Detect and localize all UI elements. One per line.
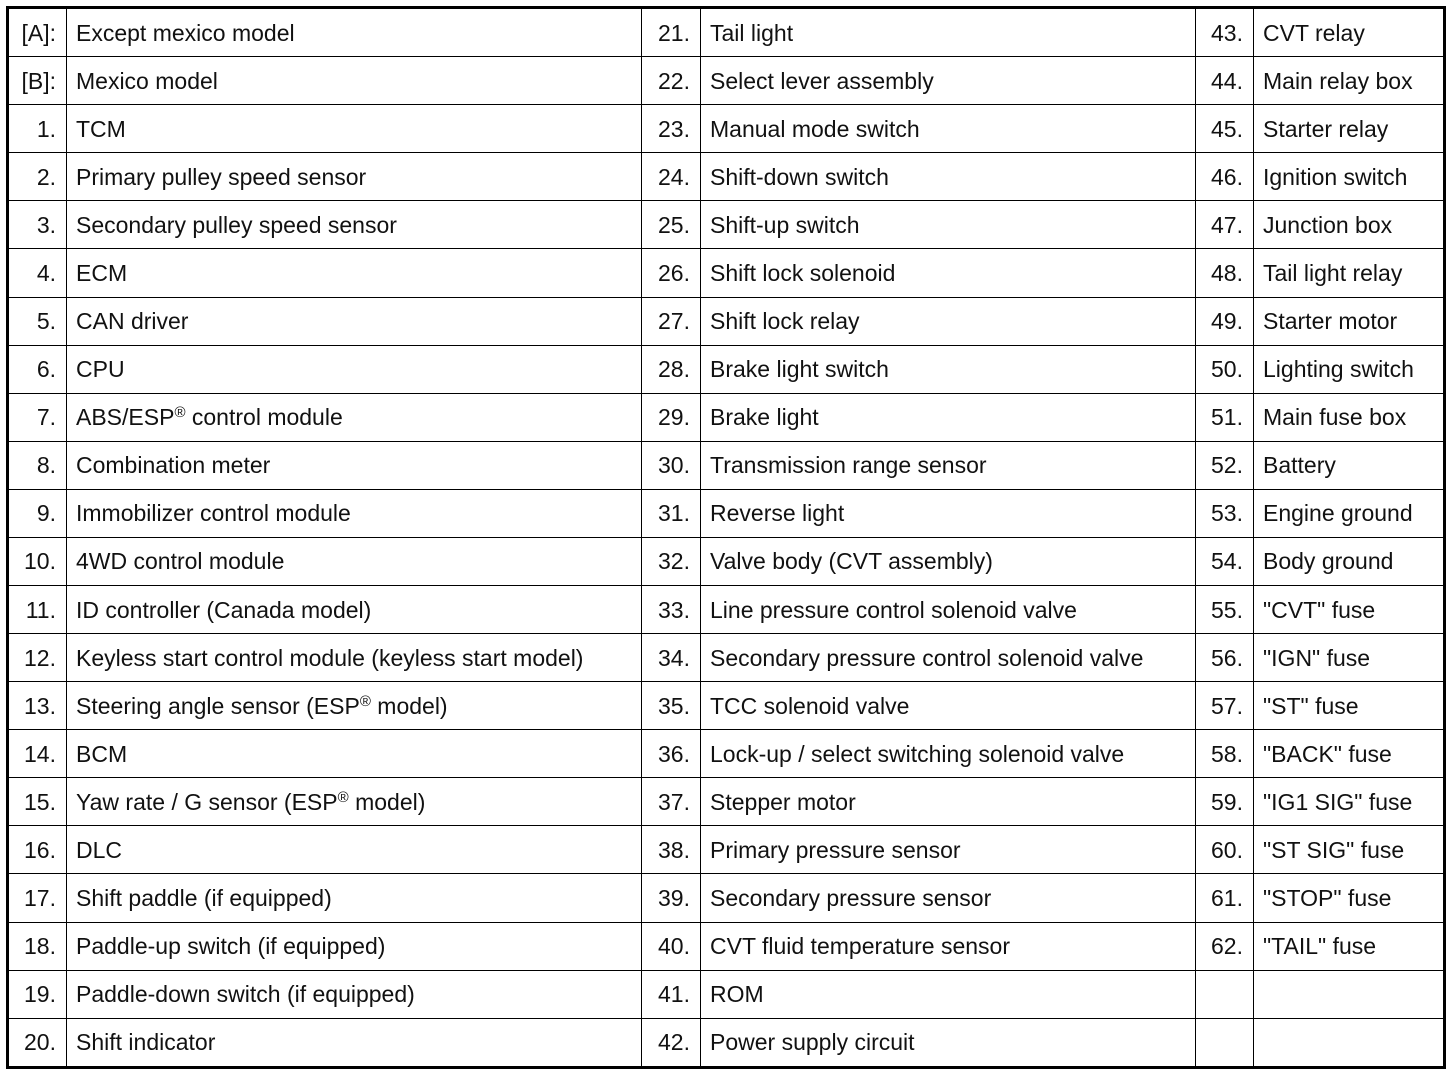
legend-item-number: 51. — [1196, 393, 1254, 441]
empty-cell — [1196, 1018, 1254, 1067]
legend-item-label: Starter relay — [1254, 105, 1445, 153]
legend-item-label: Tail light relay — [1254, 249, 1445, 297]
legend-item-label: Primary pressure sensor — [701, 826, 1196, 874]
legend-item-label: Keyless start control module (keyless start model) — [67, 634, 642, 682]
legend-item-label: "ST" fuse — [1254, 682, 1445, 730]
legend-row — [8, 826, 1445, 874]
legend-item-label: "STOP" fuse — [1254, 874, 1445, 922]
legend-item-number: 54. — [1196, 537, 1254, 585]
legend-item-label — [67, 778, 642, 826]
legend-item-number: 36. — [642, 730, 701, 778]
legend-row — [8, 153, 1445, 201]
legend-item-label: Battery — [1254, 441, 1445, 489]
legend-item-label: "BACK" fuse — [1254, 730, 1445, 778]
legend-item-number: 18. — [8, 922, 67, 970]
legend-item-label: Shift lock solenoid — [701, 249, 1196, 297]
registered-mark: ® — [337, 788, 349, 806]
legend-item-label: Shift indicator — [67, 1018, 642, 1067]
component-legend-table — [6, 6, 1446, 1069]
legend-item-label: Brake light — [701, 393, 1196, 441]
legend-item-label: CAN driver — [67, 297, 642, 345]
legend-row — [8, 249, 1445, 297]
legend-item-number: 59. — [1196, 778, 1254, 826]
legend-item-number: 27. — [642, 297, 701, 345]
legend-item-number: 41. — [642, 970, 701, 1018]
legend-item-label: Manual mode switch — [701, 105, 1196, 153]
legend-item-number: 53. — [1196, 489, 1254, 537]
legend-item-number: 15. — [8, 778, 67, 826]
legend-item-label: ID controller (Canada model) — [67, 585, 642, 633]
legend-item-number: 16. — [8, 826, 67, 874]
legend-row — [8, 393, 1445, 441]
empty-cell — [1196, 970, 1254, 1018]
legend-item-label: "TAIL" fuse — [1254, 922, 1445, 970]
legend-item-label: Junction box — [1254, 201, 1445, 249]
legend-item-number: 57. — [1196, 682, 1254, 730]
legend-item-number: 20. — [8, 1018, 67, 1067]
legend-row — [8, 201, 1445, 249]
legend-item-label: ROM — [701, 970, 1196, 1018]
registered-mark: ® — [174, 404, 186, 422]
legend-item-number: 10. — [8, 537, 67, 585]
legend-item-number: 12. — [8, 634, 67, 682]
legend-item-number: 1. — [8, 105, 67, 153]
legend-item-number: 26. — [642, 249, 701, 297]
legend-item-number: 46. — [1196, 153, 1254, 201]
legend-item-number: 24. — [642, 153, 701, 201]
legend-item-number: 8. — [8, 441, 67, 489]
legend-item-label: ECM — [67, 249, 642, 297]
legend-item-number: 44. — [1196, 57, 1254, 105]
legend-item-label: Lighting switch — [1254, 345, 1445, 393]
legend-item-label — [67, 682, 642, 730]
legend-row — [8, 634, 1445, 682]
legend-item-label: Select lever assembly — [701, 57, 1196, 105]
legend-row — [8, 105, 1445, 153]
legend-item-number: 19. — [8, 970, 67, 1018]
legend-item-number: 55. — [1196, 585, 1254, 633]
legend-item-label: Mexico model — [67, 57, 642, 105]
legend-item-label: Line pressure control solenoid valve — [701, 585, 1196, 633]
legend-item-label: DLC — [67, 826, 642, 874]
legend-item-label: Power supply circuit — [701, 1018, 1196, 1067]
legend-item-number: 30. — [642, 441, 701, 489]
legend-item-number: 38. — [642, 826, 701, 874]
legend-item-number: 9. — [8, 489, 67, 537]
legend-item-label: TCM — [67, 105, 642, 153]
legend-item-number: 45. — [1196, 105, 1254, 153]
legend-item-number: 2. — [8, 153, 67, 201]
legend-item-number: 6. — [8, 345, 67, 393]
legend-item-label: Shift-up switch — [701, 201, 1196, 249]
empty-cell — [1254, 1018, 1445, 1067]
legend-item-label: Ignition switch — [1254, 153, 1445, 201]
legend-item-label: "CVT" fuse — [1254, 585, 1445, 633]
legend-item-number: 56. — [1196, 634, 1254, 682]
legend-row — [8, 489, 1445, 537]
legend-item-label-suffix: model) — [348, 788, 426, 815]
legend-item-number: 23. — [642, 105, 701, 153]
legend-item-label: Main fuse box — [1254, 393, 1445, 441]
legend-item-number: 35. — [642, 682, 701, 730]
registered-mark: ® — [359, 692, 371, 710]
legend-row — [8, 730, 1445, 778]
legend-item-label: Paddle-up switch (if equipped) — [67, 922, 642, 970]
legend-item-label: Secondary pressure sensor — [701, 874, 1196, 922]
legend-item-label: CPU — [67, 345, 642, 393]
legend-row — [8, 537, 1445, 585]
legend-item-number: 42. — [642, 1018, 701, 1067]
legend-item-number: 22. — [642, 57, 701, 105]
legend-row — [8, 57, 1445, 105]
legend-item-number: 13. — [8, 682, 67, 730]
legend-item-number: 61. — [1196, 874, 1254, 922]
legend-item-label: Primary pulley speed sensor — [67, 153, 642, 201]
legend-item-label: Stepper motor — [701, 778, 1196, 826]
legend-item-label: Shift-down switch — [701, 153, 1196, 201]
legend-item-number: 58. — [1196, 730, 1254, 778]
legend-item-label: Shift lock relay — [701, 297, 1196, 345]
legend-row — [8, 8, 1445, 57]
legend-item-number: 37. — [642, 778, 701, 826]
legend-item-label-text: Yaw rate / G sensor (ESP — [76, 788, 338, 815]
legend-item-number: 48. — [1196, 249, 1254, 297]
legend-item-number: 40. — [642, 922, 701, 970]
legend-item-label: "IG1 SIG" fuse — [1254, 778, 1445, 826]
legend-item-number: 31. — [642, 489, 701, 537]
legend-row — [8, 682, 1445, 730]
legend-item-label: Shift paddle (if equipped) — [67, 874, 642, 922]
legend-item-label: Starter motor — [1254, 297, 1445, 345]
legend-item-label: Reverse light — [701, 489, 1196, 537]
legend-item-label: Secondary pulley speed sensor — [67, 201, 642, 249]
legend-item-number: 34. — [642, 634, 701, 682]
legend-item-label: Combination meter — [67, 441, 642, 489]
legend-body — [8, 8, 1445, 1068]
legend-item-number: [A]: — [8, 8, 67, 57]
legend-item-number: 52. — [1196, 441, 1254, 489]
legend-item-label-suffix: control module — [185, 404, 343, 431]
legend-item-number: 25. — [642, 201, 701, 249]
legend-item-number: [B]: — [8, 57, 67, 105]
legend-row — [8, 297, 1445, 345]
legend-item-number: 17. — [8, 874, 67, 922]
legend-item-number: 32. — [642, 537, 701, 585]
legend-item-label-text: Steering angle sensor (ESP — [76, 692, 360, 719]
legend-item-label: "ST SIG" fuse — [1254, 826, 1445, 874]
legend-item-number: 50. — [1196, 345, 1254, 393]
legend-item-label: Body ground — [1254, 537, 1445, 585]
legend-item-number: 5. — [8, 297, 67, 345]
legend-item-label: Immobilizer control module — [67, 489, 642, 537]
legend-item-number: 33. — [642, 585, 701, 633]
legend-item-number: 39. — [642, 874, 701, 922]
legend-item-label: Engine ground — [1254, 489, 1445, 537]
legend-item-number: 3. — [8, 201, 67, 249]
legend-item-label: Tail light — [701, 8, 1196, 57]
legend-row — [8, 1018, 1445, 1067]
legend-item-label: "IGN" fuse — [1254, 634, 1445, 682]
legend-item-number: 4. — [8, 249, 67, 297]
legend-item-number: 21. — [642, 8, 701, 57]
legend-item-number: 43. — [1196, 8, 1254, 57]
legend-item-label: CVT relay — [1254, 8, 1445, 57]
legend-item-label: Transmission range sensor — [701, 441, 1196, 489]
legend-item-label: BCM — [67, 730, 642, 778]
legend-item-label: 4WD control module — [67, 537, 642, 585]
legend-item-label: Secondary pressure control solenoid valve — [701, 634, 1196, 682]
legend-item-label: Main relay box — [1254, 57, 1445, 105]
legend-row — [8, 778, 1445, 826]
legend-item-number: 62. — [1196, 922, 1254, 970]
legend-item-label: Except mexico model — [67, 8, 642, 57]
legend-item-number: 14. — [8, 730, 67, 778]
legend-item-label-text: ABS/ESP — [76, 404, 175, 431]
legend-item-number: 28. — [642, 345, 701, 393]
legend-row — [8, 441, 1445, 489]
legend-item-label: CVT fluid temperature sensor — [701, 922, 1196, 970]
legend-item-number: 47. — [1196, 201, 1254, 249]
legend-row — [8, 922, 1445, 970]
legend-item-label: TCC solenoid valve — [701, 682, 1196, 730]
legend-row — [8, 345, 1445, 393]
legend-row — [8, 874, 1445, 922]
legend-item-label: Lock-up / select switching solenoid valve — [701, 730, 1196, 778]
legend-row — [8, 585, 1445, 633]
legend-row — [8, 970, 1445, 1018]
legend-item-number: 11. — [8, 585, 67, 633]
legend-item-number: 7. — [8, 393, 67, 441]
legend-item-label-suffix: model) — [370, 692, 448, 719]
legend-item-number: 49. — [1196, 297, 1254, 345]
legend-item-label: Valve body (CVT assembly) — [701, 537, 1196, 585]
empty-cell — [1254, 970, 1445, 1018]
legend-item-label: Paddle-down switch (if equipped) — [67, 970, 642, 1018]
legend-item-number: 60. — [1196, 826, 1254, 874]
legend-item-label: Brake light switch — [701, 345, 1196, 393]
legend-item-number: 29. — [642, 393, 701, 441]
legend-item-label — [67, 393, 642, 441]
